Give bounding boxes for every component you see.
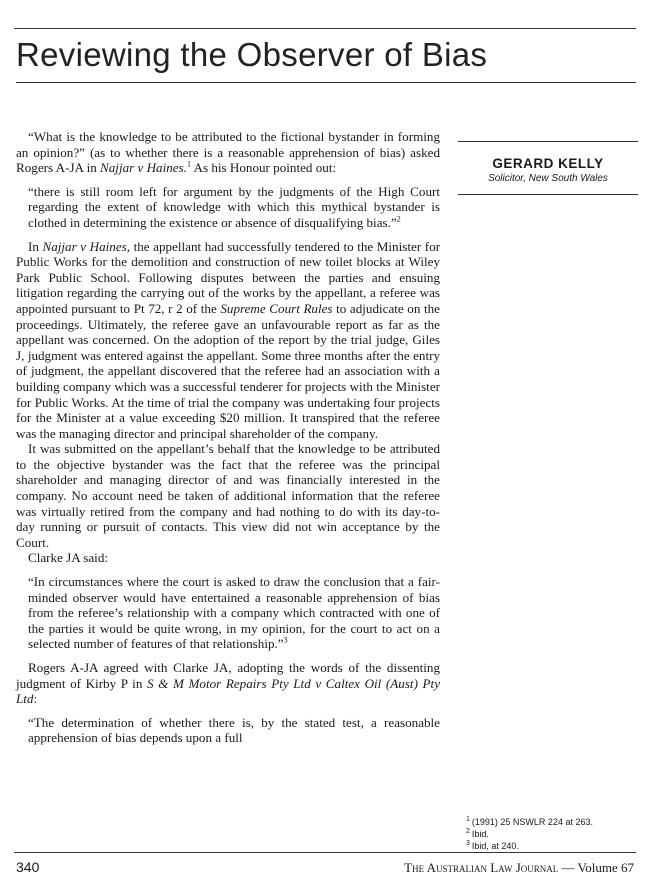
footnote-text: (1991) 25 NSWLR 224 at 263. (471, 817, 593, 827)
author-bottom-rule (458, 194, 638, 195)
author-name: GERARD KELLY (492, 156, 604, 171)
footnote-ref: 3 (283, 636, 288, 646)
footnote-2 (466, 828, 636, 840)
paragraph-5 (16, 660, 440, 707)
paragraph-3: It was submitted on the appellant’s behalf that the knowledge to be attributed to the objective bystander was the fact that the referee was the principal shareholder and managing director of and was financially interested in the company. No account need be taken of additional information that the referee was virtually retired from the company and had nothing to do with its day-to-day running or pursuit of contacts. This view did not win acceptance by the Court. (16, 441, 440, 550)
page-number: 340 (16, 859, 40, 875)
p1-text: “What is the knowledge to be attributed to the fictional bystander in forming an opinion?” (as to whether there is a reasonable apprehension of bias) asked Rogers A-JA in (16, 129, 440, 176)
top-rule (14, 28, 636, 29)
paragraph-1 (16, 129, 440, 176)
p2-text-end: to adjudicate on the proceedings. Ultimately, the referee gave an unfavourable report as far as the appellant was concerned. On the adoption of the report by the trial judge, Giles J, judgment was entered against the appellant. Some three months after the entry of judgment, the appellant discovered that the referee had an association with a building company which was a successful tenderer for projects with the Minister for Public Works. At the time of trial the company was undertaking four projects for the Minister at a value exceeding $20 million. It transpired that the referee was the managing director and principal shareholder of the company. (16, 300, 440, 441)
journal-name (404, 860, 634, 876)
quote-1-text: “there is still room left for argument by the judgments of the High Court regarding the extent of knowledge with which this mythical bystander is clothed in determining the existence or absence of disqualifying bias.” (28, 183, 440, 230)
footer-rule (14, 852, 636, 853)
quote-3: “The determination of whether there is, by the stated test, a reasonable apprehension of bias depends upon a full (28, 714, 440, 746)
p2-text-start: In (28, 238, 43, 254)
author-top-rule (458, 141, 638, 142)
quote-2 (28, 574, 440, 652)
journal-volume: — Volume 67 (558, 860, 634, 875)
case-name: S & M Motor Repairs Pty Ltd v Caltex Oil (Aust) Pty Ltd (16, 675, 441, 707)
title-rule (16, 82, 636, 83)
p1-text-end: As his Honour pointed out: (190, 160, 337, 176)
journal-title: The Australian Law Journal (404, 860, 559, 875)
article-body (16, 129, 440, 754)
article-title: Reviewing the Observer of Bias (16, 36, 488, 73)
footnote-text: Ibid. (471, 829, 489, 839)
footnote-1 (466, 816, 636, 828)
footnotes (466, 816, 636, 852)
case-name: Najjar v Haines. (100, 160, 187, 176)
footnote-number: 2 (466, 828, 470, 835)
author-role: Solicitor, New South Wales (488, 173, 608, 184)
footnote-3 (466, 840, 636, 852)
p2-text: , the appellant had successfully tendered to the Minister for Public Works for the demolition and construction of new toilet blocks at Wiley Park Public School. Following disputes between the parties and ensuing litigation regarding the carrying out of the works by the appellant, a referee was appointed pursuant to Pt 72, r 2 of the (16, 238, 440, 316)
footnote-ref: 1 (186, 159, 191, 169)
footnote-number: 3 (466, 840, 470, 847)
footnote-text: Ibid, at 240. (471, 841, 519, 851)
quote-1 (28, 184, 440, 231)
p5-text: Rogers A-JA agreed with Clarke JA, adopting the words of the dissenting judgment of Kirby P in (16, 660, 440, 691)
p5-text-end: : (33, 691, 38, 707)
paragraph-4: Clarke JA said: (28, 550, 109, 566)
quote-2-text: “In circumstances where the court is asked to draw the conclusion that a fair-minded observer would have entertained a reasonable apprehension of bias from the referee’s relationship with a company which contracted with one of the parties it would be quite wrong, in my opinion, for the court to act on a selected number of features of that relationship.” (28, 574, 440, 652)
rules-name: Supreme Court Rules (220, 300, 333, 316)
case-name: Najjar v Haines (42, 238, 127, 254)
footnote-ref: 2 (396, 214, 401, 224)
footnote-number: 1 (466, 816, 470, 823)
paragraph-2 (16, 239, 440, 442)
